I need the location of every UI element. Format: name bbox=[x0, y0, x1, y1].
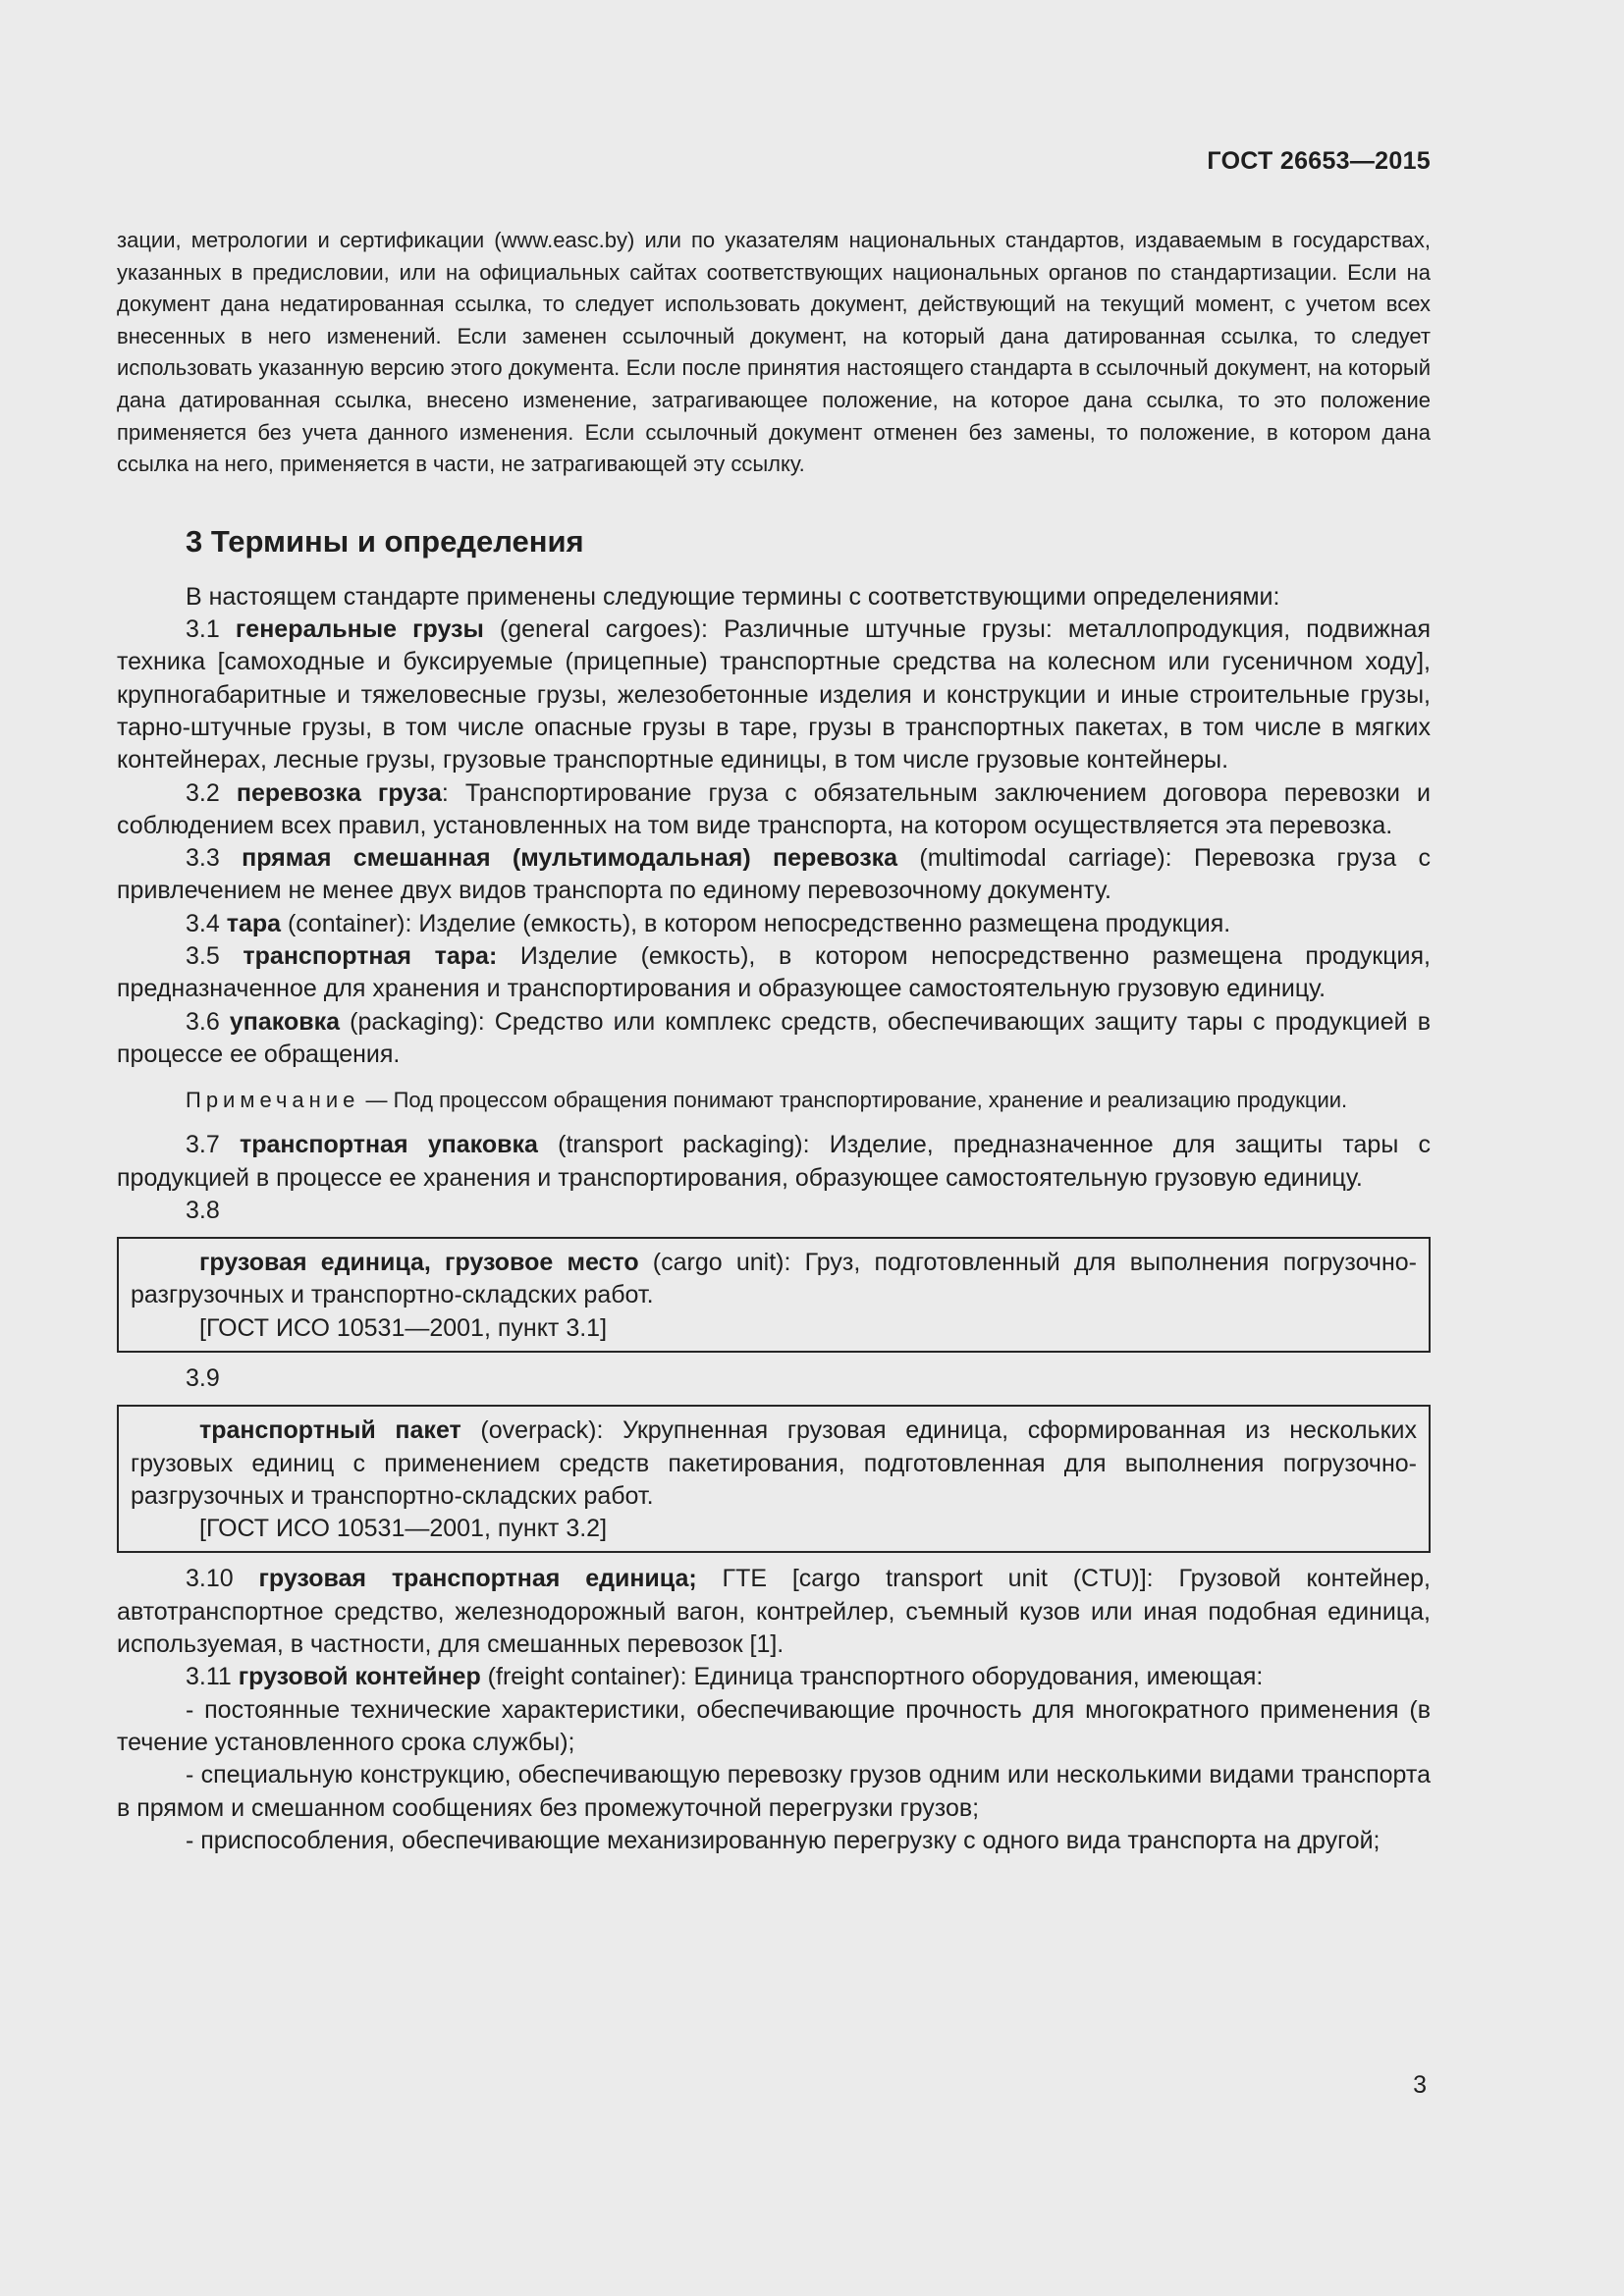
intro-paragraph: зации, метрологии и сертификации (www.easc.by) или по указателям национальных стандартов, издаваемым в государствах, указанных в предисловии, или на официальных сайтах соответствующих национальных органов по стандартизации. Если на документ дана недатированная ссылка, то следует использовать документ, действующий на текущий момент, с учетом всех внесенных в него изменений. Если заменен ссылочный документ, на который дана датированная ссылка, то следует использовать указанную версию этого документа. Если после принятия настоящего стандарта в ссылочный документ, на который дана датированная ссылка, внесено изменение, затрагивающее положение, на которое дана ссылка, то это положение применяется без учета данного изменения. Если ссылочный документ отменен без замены, то положение, в котором дана ссылка на него, применяется в части, не затрагивающей эту ссылку. bbox=[117, 228, 1431, 477]
term-number: 3.6 bbox=[186, 1007, 230, 1036]
note-label: Примечание bbox=[186, 1088, 360, 1113]
term-3-8-reference: [ГОСТ ИСО 10531—2001, пункт 3.1] bbox=[199, 1313, 608, 1342]
term-name: прямая смешанная (мультимодальная) перевозка bbox=[242, 844, 898, 873]
note bbox=[117, 1085, 1431, 1115]
term-3-3 bbox=[117, 842, 1431, 908]
term-number: 3.3 bbox=[186, 844, 243, 873]
term-definition: (packaging): Средство или комплекс средств, обеспечивающих защиту тары с продукцией в процессе ее обращения. bbox=[117, 1007, 1431, 1068]
term-definition: (transport packaging): Изделие, предназначенное для защиты тары с продукцией в процессе ее хранения и транспортирования, образующее самостоятельную грузовую единицу. bbox=[117, 1131, 1431, 1192]
term-definition: (container): Изделие (емкость), в котором непосредственно размещена продукция. bbox=[281, 909, 1231, 937]
term-number: 3.10 bbox=[186, 1565, 259, 1593]
section-body bbox=[117, 581, 1431, 1857]
section-title: 3 Термины и определения bbox=[186, 523, 584, 559]
list-item: - приспособления, обеспечивающие механизированную перегрузку с одного вида транспорта на другой; bbox=[186, 1826, 1380, 1854]
term-number: 3.1 bbox=[186, 615, 236, 644]
term-name: транспортный пакет bbox=[199, 1416, 461, 1445]
term-3-8-number: 3.8 bbox=[186, 1196, 220, 1224]
term-name: тара bbox=[226, 909, 282, 937]
term-3-11 bbox=[117, 1661, 1431, 1693]
term-3-9 bbox=[131, 1415, 1417, 1513]
term-number: 3.7 bbox=[186, 1131, 240, 1159]
term-3-9-box bbox=[117, 1405, 1431, 1553]
term-definition: (overpack): Укрупненная грузовая единица, сформированная из нескольких грузовых единиц с применением средств пакетирования, подготовленная для выполнения погрузочно-разгрузочных и транспортно-складских работ. bbox=[131, 1416, 1417, 1510]
term-name: перевозка груза bbox=[236, 778, 442, 807]
term-number: 3.2 bbox=[186, 778, 237, 807]
term-3-4 bbox=[117, 908, 1431, 940]
term-name: грузовая транспортная единица; bbox=[258, 1565, 697, 1593]
term-3-8-box bbox=[117, 1237, 1431, 1353]
term-name: грузовой контейнер bbox=[238, 1663, 481, 1691]
term-name: грузовая единица, грузовое место bbox=[199, 1249, 639, 1277]
term-3-5 bbox=[117, 940, 1431, 1006]
term-3-7 bbox=[117, 1129, 1431, 1195]
term-3-1 bbox=[117, 614, 1431, 776]
list-item: - постоянные технические характеристики, обеспечивающие прочность для многократного применения (в течение установленного срока службы); bbox=[117, 1695, 1431, 1756]
term-name: транспортная упаковка bbox=[239, 1131, 538, 1159]
term-definition: : Транспортирование груза с обязательным заключением договора перевозки и соблюдением всех правил, установленных на том виде транспорта, на котором осуществляется эта перевозка. bbox=[117, 778, 1431, 839]
list-item: - специальную конструкцию, обеспечивающую перевозку грузов одним или несколькими видами транспорта в прямом и смешанном сообщениях без промежуточной перегрузки грузов; bbox=[117, 1761, 1431, 1822]
term-3-9-number: 3.9 bbox=[186, 1363, 220, 1392]
document-header: ГОСТ 26653—2015 bbox=[1207, 147, 1431, 175]
term-3-2 bbox=[117, 777, 1431, 843]
term-3-9-reference: [ГОСТ ИСО 10531—2001, пункт 3.2] bbox=[199, 1515, 608, 1543]
term-3-6 bbox=[117, 1006, 1431, 1072]
note-text: — Под процессом обращения понимают транспортирование, хранение и реализацию продукции. bbox=[359, 1088, 1348, 1113]
term-number: 3.4 bbox=[186, 909, 227, 937]
page-content bbox=[117, 225, 1431, 1857]
page-number: 3 bbox=[1413, 2071, 1427, 2099]
term-number: 3.11 bbox=[186, 1663, 239, 1691]
term-definition: (freight container): Единица транспортного оборудования, имеющая: bbox=[480, 1663, 1264, 1691]
term-name: упаковка bbox=[229, 1007, 341, 1036]
section-lead: В настоящем стандарте применены следующие термины с соответствующими определениями: bbox=[186, 582, 1280, 611]
term-name: генеральные грузы bbox=[235, 615, 484, 644]
term-definition: (multimodal carriage): Перевозка груза с привлечением не менее двух видов транспорта по единому перевозочному документу. bbox=[117, 844, 1431, 905]
term-definition: ГТЕ [cargo transport unit (CTU)]: Грузовой контейнер, автотранспортное средство, железнодорожный вагон, контрейлер, съемный кузов или иная подобная единица, используемая, в частности, для смешанных перевозок [1]. bbox=[117, 1565, 1431, 1659]
term-3-8 bbox=[131, 1247, 1417, 1312]
term-name: транспортная тара: bbox=[243, 942, 498, 971]
term-definition: (cargo unit): Груз, подготовленный для выполнения погрузочно-разгрузочных и транспортно-складских работ. bbox=[131, 1249, 1417, 1309]
term-definition: Изделие (емкость), в котором непосредственно размещена продукция, предназначенное для хранения и транспортирования и образующее самостоятельную грузовую единицу. bbox=[117, 942, 1431, 1003]
term-3-10 bbox=[117, 1563, 1431, 1661]
term-number: 3.5 bbox=[186, 942, 244, 971]
term-definition: (general cargoes): Различные штучные грузы: металлопродукция, подвижная техника [самоходные и буксируемые (прицепные) транспортные средства на колесном или гусеничном ходу], крупногабаритные и тяжеловесные грузы, железобетонные изделия и конструкции и иные строительные грузы, тарно-штучные грузы, в том числе опасные грузы в таре, грузы в транспортных пакетах, в том числе в мягких контейнерах, лесные грузы, грузовые транспортные единицы, в том числе грузовые контейнеры. bbox=[117, 615, 1432, 774]
